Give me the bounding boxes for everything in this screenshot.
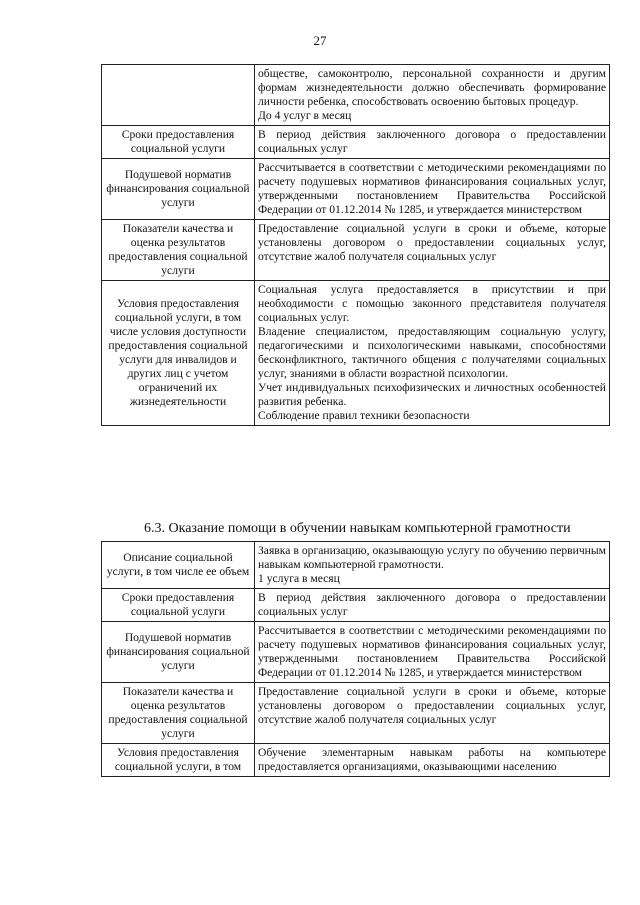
section-title: 6.3. Оказание помощи в обучении навыкам компьютерной грамотности: [144, 521, 571, 536]
service-table-continued: [101, 64, 610, 426]
row-label: Показатели качества и оценка результатов предоставления социальной услуги: [102, 220, 255, 281]
row-paragraph: Рассчитывается в соответствии с методическими рекомендациями по расчету подушевых нормативов финансирования социальных услуг, утвержденными постановлением Правительства Российской Федерации от 01.12.2014 № 1285, и утверждается министерством: [258, 161, 606, 216]
table-body: [102, 542, 610, 777]
table-row: [102, 542, 610, 589]
row-paragraph: обществе, самоконтролю, персональной сохранности и другим формам жизнедеятельности должно обеспечивать формирование личности ребенка, способствовать освоению бытовых процедур.: [258, 67, 606, 108]
row-value: [255, 622, 610, 683]
row-paragraph: Предоставление социальной услуги в сроки и объеме, которые установлены договором о предоставлении социальных услуг, отсутствие жалоб получателя социальных услуг: [258, 685, 606, 726]
row-label: Показатели качества и оценка результатов предоставления социальной услуги: [102, 683, 255, 744]
table-row: [102, 126, 610, 159]
row-value: [255, 744, 610, 777]
row-label: Подушевой норматив финансирования социальной услуги: [102, 159, 255, 220]
row-paragraph: Обучение элементарным навыкам работы на компьютере предоставляется организациями, оказывающими населению: [258, 746, 606, 773]
row-paragraph: Рассчитывается в соответствии с методическими рекомендациями по расчету подушевых нормативов финансирования социальных услуг, утвержденными постановлением Правительства Российской Федерации от 01.12.2014 № 1285, и утверждается министерством: [258, 624, 606, 679]
row-label: Условия предоставления социальной услуги, в том числе условия доступности предоставления социальной услуги для инвалидов и других лиц с учетом ограничений их жизнедеятельности: [102, 281, 255, 426]
row-label: Условия предоставления социальной услуги, в том: [102, 744, 255, 777]
table-row: [102, 744, 610, 777]
row-value: [255, 159, 610, 220]
row-paragraph: В период действия заключенного договора о предоставлении социальных услуг: [258, 591, 606, 618]
row-paragraph: Предоставление социальной услуги в сроки и объеме, которые установлены договором о предоставлении социальных услуг, отсутствие жалоб получателя социальных услуг: [258, 222, 606, 263]
page-number: 27: [313, 33, 327, 48]
row-paragraph: Учет индивидуальных психофизических и личностных особенностей развития ребенка.: [258, 381, 606, 408]
table-body: [102, 65, 610, 426]
service-table-6-3: [101, 541, 610, 777]
row-value: [255, 126, 610, 159]
row-paragraph: До 4 услуг в месяц: [258, 109, 352, 122]
row-value: [255, 220, 610, 281]
row-paragraph: Социальная услуга предоставляется в присутствии и при необходимости с помощью законного представителя получателя социальных услуг.: [258, 283, 606, 324]
row-value: [255, 683, 610, 744]
row-value: [255, 542, 610, 589]
table-row: [102, 65, 610, 126]
table-row: [102, 683, 610, 744]
row-paragraph: 1 услуга в месяц: [258, 572, 340, 585]
table-row: [102, 220, 610, 281]
row-value: [255, 65, 610, 126]
row-paragraph: В период действия заключенного договора о предоставлении социальных услуг: [258, 128, 606, 155]
row-label: Описание социальной услуги, в том числе ее объем: [102, 542, 255, 589]
row-label: Сроки предоставления социальной услуги: [102, 589, 255, 622]
table-row: [102, 281, 610, 426]
row-value: [255, 589, 610, 622]
row-label: Сроки предоставления социальной услуги: [102, 126, 255, 159]
row-paragraph: Соблюдение правил техники безопасности: [258, 409, 470, 422]
row-paragraph: Владение специалистом, предоставляющим социальную услугу, педагогическими и психологическими навыками, способностями бесконфликтного, тактичного общения с получателями социальных услуг, знаниями в области возрастной психологии.: [258, 325, 606, 380]
row-label: Подушевой норматив финансирования социальной услуги: [102, 622, 255, 683]
row-paragraph: Заявка в организацию, оказывающую услугу по обучению первичным навыкам компьютерной грамотности.: [258, 544, 606, 571]
table-row: [102, 589, 610, 622]
row-label: [102, 65, 255, 126]
table-row: [102, 622, 610, 683]
table-row: [102, 159, 610, 220]
row-value: [255, 281, 610, 426]
